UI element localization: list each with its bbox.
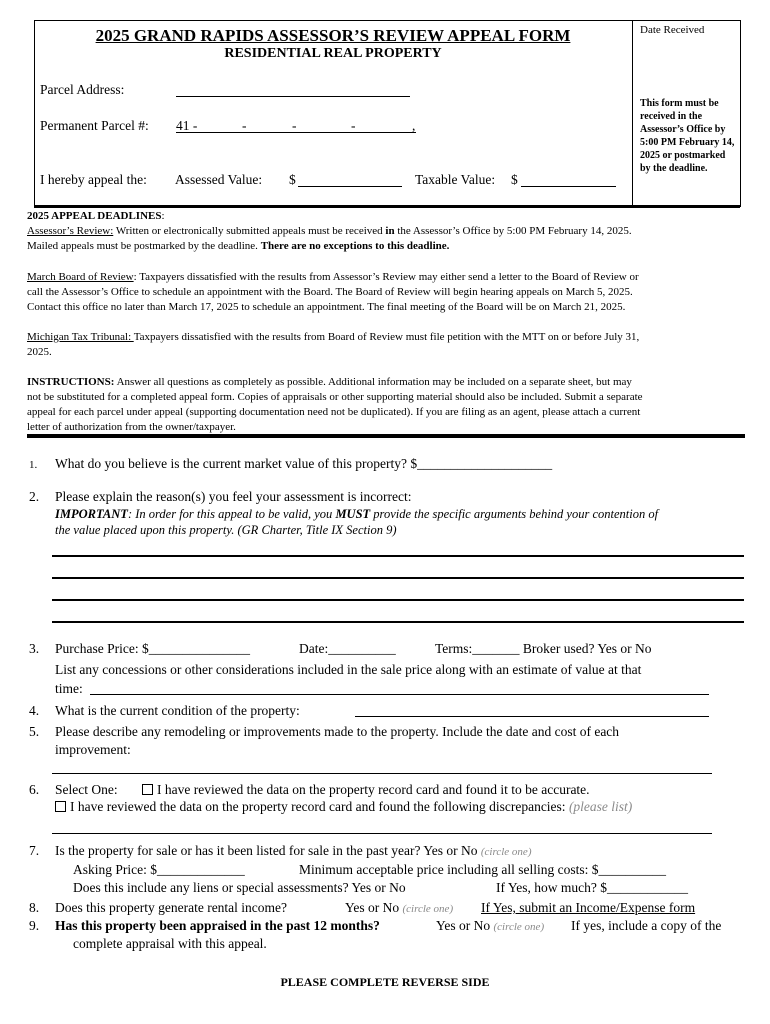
q7-how-much[interactable]: If Yes, how much? $____________: [496, 880, 688, 895]
deadlines-heading: 2025 APPEAL DEADLINES:: [27, 210, 165, 222]
q6-checkbox-discrepancies[interactable]: [55, 801, 66, 812]
assessor-review-line1: Assessor’s Review: Written or electronically submitted appeals must be received in the Assessor’s Office by 5:00 PM February 14, 2025.: [27, 225, 632, 237]
form-subtitle: RESIDENTIAL REAL PROPERTY: [224, 46, 442, 61]
q6-checkbox-accurate[interactable]: [142, 784, 153, 795]
reverse-side-notice: PLEASE COMPLETE REVERSE SIDE: [280, 975, 490, 989]
q2-note-line2: the value placed upon this property. (GR Charter, Title IX Section 9): [55, 523, 397, 537]
q3-purchase-price[interactable]: Purchase Price: $_______________: [55, 641, 250, 656]
q6-number: 6.: [29, 782, 40, 797]
parcel-number-prefix: 41 -: [176, 118, 198, 133]
q9-yes-no[interactable]: Yes or No (circle one): [436, 918, 545, 933]
q7-liens: Does this include any liens or special assessments? Yes or No: [73, 880, 406, 895]
q7-asking-price[interactable]: Asking Price: $_____________: [73, 862, 245, 877]
mtt-line2: 2025.: [27, 346, 52, 358]
q2-number: 2.: [29, 489, 40, 504]
instructions-line3: appeal for each parcel under appeal (supporting documentation need not be duplicated). If you are filing as an agent, please attach a current: [27, 406, 641, 418]
q2-answer-line-3[interactable]: [52, 599, 744, 601]
parcel-address-field[interactable]: [176, 96, 410, 97]
q9-include-copy: If yes, include a copy of the: [571, 918, 722, 933]
q5-improvement-label: improvement:: [55, 742, 131, 757]
board-review-line1: March Board of Review: Taxpayers dissatisfied with the results from Assessor’s Review may either send a letter to the Board of Review or: [27, 271, 639, 283]
appeal-label: I hereby appeal the:: [40, 172, 147, 187]
q4-number: 4.: [29, 703, 40, 718]
q8-yes-no[interactable]: Yes or No (circle one): [345, 900, 454, 915]
q3-concessions: List any concessions or other considerations included in the sale price along with an estimate of value at that: [55, 662, 642, 677]
instructions-line4: letter of authorization from the owner/taxpayer.: [27, 421, 236, 433]
q9-include-copy-line2: complete appraisal with this appeal.: [73, 936, 267, 951]
q4-condition-field[interactable]: [355, 716, 709, 717]
instructions-rule: [27, 434, 745, 438]
form-title: 2025 GRAND RAPIDS ASSESSOR’S REVIEW APPEAL FORM: [95, 26, 571, 45]
assessor-review-line2: Mailed appeals must be postmarked by the deadline. There are no exceptions to this deadline.: [27, 240, 450, 252]
instructions-line2: not be substituted for a completed appeal form. Copies of appraisals or other supporting material should also be included. Submit a separate: [27, 391, 643, 403]
taxable-dollar: $: [511, 172, 518, 187]
q5-number: 5.: [29, 724, 40, 739]
parcel-dash-3: -: [351, 118, 356, 133]
q8-number: 8.: [29, 900, 40, 915]
board-review-line2: call the Assessor’s Office to schedule an appointment with the Board. The Board of Review will begin hearing appeals on March 5, 2025.: [27, 286, 633, 298]
q9-appraised: Has this property been appraised in the past 12 months?: [55, 918, 380, 933]
q3-terms-broker[interactable]: Terms:_______ Broker used? Yes or No: [435, 641, 652, 656]
q1-number: 1.: [29, 459, 38, 471]
deadline-notice: This form must be received in the Assessor’s Office by 5:00 PM February 14, 2025 or postmarked by the deadline.: [640, 98, 735, 174]
q5-remodeling-text: Please describe any remodeling or improvements made to the property. Include the date and cost of each: [55, 724, 620, 739]
assessed-value-label: Assessed Value:: [175, 172, 263, 187]
q6-answer-line[interactable]: [52, 833, 712, 834]
q9-number: 9.: [29, 918, 40, 933]
parcel-comma: ,: [412, 118, 416, 133]
q6-option-discrepancies[interactable]: I have reviewed the data on the property record card and found the following discrepancies: (please list): [55, 799, 632, 815]
q6-select-label: Select One:: [55, 782, 118, 797]
instructions-line1: INSTRUCTIONS: Answer all questions as completely as possible. Additional information may be included on a separate sheet, but may: [27, 376, 632, 388]
q3-time-label: time:: [55, 681, 83, 696]
parcel-dash-1: -: [242, 118, 247, 133]
parcel-number-label: Permanent Parcel #:: [40, 118, 149, 133]
q5-answer-line[interactable]: [52, 773, 712, 774]
q3-date[interactable]: Date:__________: [299, 641, 396, 656]
parcel-dash-2: -: [292, 118, 297, 133]
q8-rental-income: Does this property generate rental income?: [55, 900, 288, 915]
q7-minimum-price[interactable]: Minimum acceptable price including all selling costs: $__________: [299, 862, 667, 877]
taxable-value-label: Taxable Value:: [415, 172, 496, 187]
board-review-line3: Contact this office no later than March 17, 2025 to schedule an appointment. The final meeting of the Board will be on March 21, 2025.: [27, 301, 626, 313]
q8-income-expense-link[interactable]: If Yes, submit an Income/Expense form: [481, 900, 696, 915]
assessed-dollar: $: [289, 172, 296, 187]
q3-time-field[interactable]: [90, 694, 709, 695]
taxable-value-field[interactable]: [521, 186, 616, 187]
q2-answer-line-2[interactable]: [52, 577, 744, 579]
q2-important-note: IMPORTANT: In order for this appeal to be valid, you MUST provide the specific arguments behind your contention of: [55, 507, 659, 521]
q3-number: 3.: [29, 641, 40, 656]
header-bottom-rule: [34, 205, 740, 208]
q6-option-accurate[interactable]: I have reviewed the data on the property record card and found it to be accurate.: [142, 782, 590, 798]
q2-answer-line-4[interactable]: [52, 621, 744, 623]
parcel-address-label: Parcel Address:: [40, 82, 125, 97]
q7-for-sale: Is the property for sale or has it been listed for sale in the past year? Yes or No (circle one): [55, 843, 532, 858]
mtt-line1: Michigan Tax Tribunal: Taxpayers dissatisfied with the results from Board of Review must file petition with the MTT on or before July 31,: [27, 331, 640, 343]
q1-market-value[interactable]: What do you believe is the current market value of this property? $____________________: [55, 456, 553, 471]
q4-condition-label: What is the current condition of the property:: [55, 703, 300, 718]
date-received-label: Date Received: [640, 24, 705, 36]
q2-text: Please explain the reason(s) you feel your assessment is incorrect:: [55, 489, 412, 504]
q7-number: 7.: [29, 843, 40, 858]
q2-answer-line-1[interactable]: [52, 555, 744, 557]
assessed-value-field[interactable]: [298, 186, 402, 187]
